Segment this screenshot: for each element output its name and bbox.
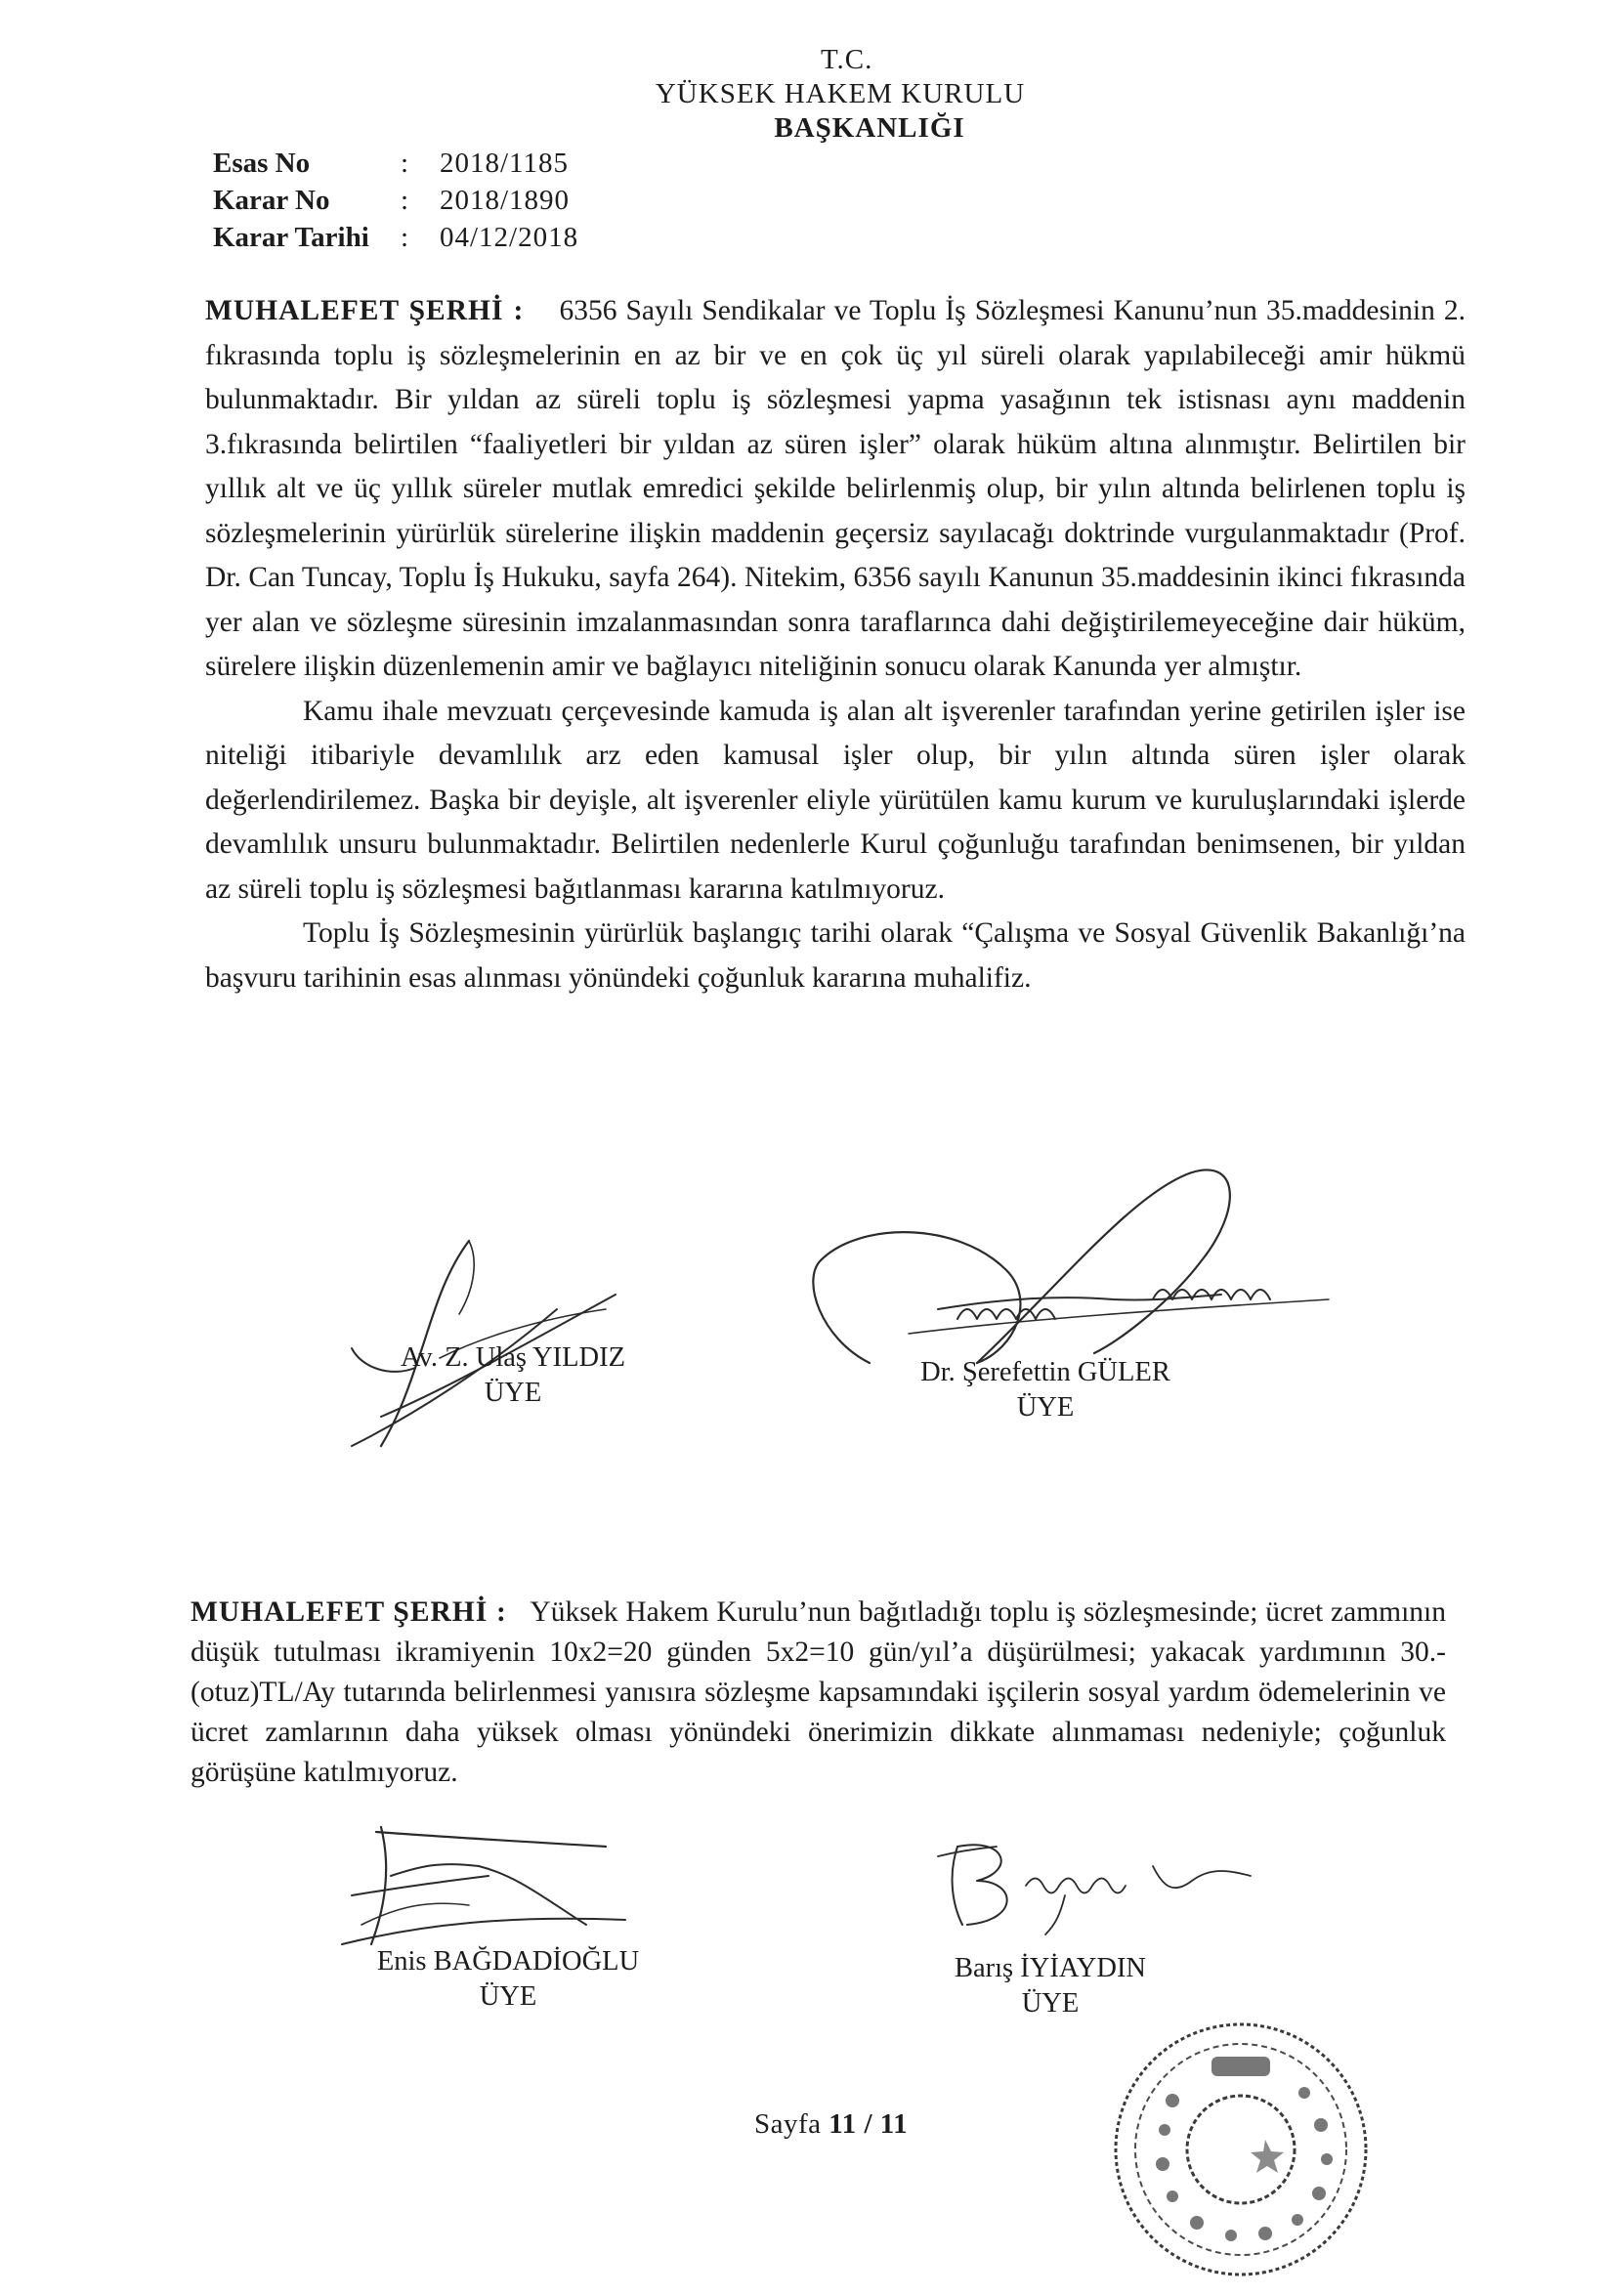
meta-row-tarih: Karar Tarihi : 04/12/2018 <box>213 219 578 256</box>
dissent-1-text-1: 6356 Sayılı Sendikalar ve Toplu İş Sözleşmesi Kanunu’nun 35.maddesinin 2. fıkrasında toplu iş sözleşmelerinin en az bir ve en çok üç yıl süreli olarak yapılabileceği amir hükmü bulunmaktadır. Bir yıldan az süreli toplu iş sözleşmesi yapma yasağının tek istisnası aynı maddenin 3.fıkrasında belirtilen “faaliyetleri bir yıldan az süren işler” olarak hüküm altına alınmıştır. Belirtilen bir yıllık alt ve üç yıllık süreler mutlak emredici şekilde belirlenmiş olup, bir yılın altında belirlenen toplu iş sözleşmelerinin yürürlük sürelerine ilişkin maddenin geçersiz sayılacağı doktrinde vurgulanmaktadır (Prof. Dr. Can Tuncay, Toplu İş Hukuku, sayfa 264). Nitekim, 6356 sayılı Kanunun 35.maddesinin ikinci fıkrasında yer alan ve sözleşme süresinin imzalanmasından sonra taraflarınca dahi değiştirilemeyeceğine dair hüküm, sürelere ilişkin düzenlemenin amir ve bağlayıcı niteliğinin sonucu olarak Kanunda yer almıştır. <box>205 295 1466 682</box>
signatory-role: ÜYE <box>1021 1988 1080 2019</box>
header-department: BAŞKANLIĞI <box>774 112 965 144</box>
meta-row-karar: Karar No : 2018/1890 <box>213 182 578 219</box>
dissent-1-paragraph-3: Toplu İş Sözleşmesinin yürürlük başlangıç tarihi olarak “Çalışma ve Sosyal Güvenlik Bakanlığı’na başvuru tarihinin esas alınması yönündeki çoğunluk kararına muhalifiz. <box>205 917 1466 994</box>
meta-label: Esas No <box>213 148 311 179</box>
header-institution: YÜKSEK HAKEM KURULU <box>655 78 1026 109</box>
signatory-block-3 <box>342 1944 674 2015</box>
signatory-name: Dr. Şerefettin GÜLER <box>920 1357 1170 1387</box>
meta-row-esas: Esas No : 2018/1185 <box>213 145 578 182</box>
signatory-role: ÜYE <box>484 1378 542 1408</box>
official-stamp <box>1104 2013 1387 2296</box>
meta-value: 04/12/2018 <box>440 222 579 253</box>
signatory-name: Enis BAĞDADİOĞLU <box>376 1946 640 1977</box>
signatory-role: ÜYE <box>479 1981 537 2012</box>
signatory-name: Av. Z. Ulaş YILDIZ <box>400 1342 626 1373</box>
page-total: 11 <box>879 2108 909 2140</box>
signatory-block-2 <box>879 1355 1211 1425</box>
page-current: 11 <box>829 2108 857 2140</box>
dissent-section-1 <box>205 289 1466 1000</box>
dissent-2-text-1: Yüksek Hakem Kurulu’nun bağıtladığı toplu iş sözleşmesinde; ücret zammının düşük tutulması ikramiyenin 10x2=20 günden 5x2=10 gün/yıl’a düşürülmesi; yakacak yardımının 30.-(otuz)TL/Ay tutarında belirlenmesi yanısıra sözleşme kapsamındaki işçilerin sosyal yardım ödemelerinin ve ücret zamlarının daha yüksek olması yönündeki önerimizin dikkate alınmaması nedeniyle; çoğunluk görüşüne katılmıyoruz. <box>191 1596 1446 1788</box>
case-meta <box>213 145 578 256</box>
signatory-block-1 <box>322 1340 703 1411</box>
signature-iyiaydin <box>918 1827 1290 1944</box>
page-number <box>754 2108 908 2141</box>
dissent-1-heading: MUHALEFET ŞERHİ : <box>205 295 525 326</box>
dissent-section-2 <box>191 1593 1446 1793</box>
page-separator: / <box>864 2108 872 2140</box>
signatory-role: ÜYE <box>1016 1392 1075 1423</box>
signatory-name: Barış İYİAYDIN <box>954 1953 1147 1983</box>
meta-value: 2018/1185 <box>440 148 569 179</box>
meta-label: Karar No <box>213 185 330 216</box>
page-word: Sayfa <box>754 2108 822 2140</box>
dissent-2-heading: MUHALEFET ŞERHİ : <box>191 1596 507 1628</box>
dissent-1-paragraph-2: Kamu ihale mevzuatı çerçevesinde kamuda iş alan alt işverenler tarafından yerine getirilen işler ise niteliği itibariyle devamlılık arz eden kamusal işler olup, bir yılın altında süren işler olarak değerlendirilemez. Başka bir deyişle, alt işverenler eliyle yürütülen kamu kurum ve kuruluşlarındaki işlerde devamlılık unsuru bulunmaktadır. Belirtilen nedenlerle Kurul çoğunluğu tarafından benimsenen, bir yıldan az süreli toplu iş sözleşmesi bağıtlanması kararına katılmıyoruz. <box>205 695 1466 905</box>
signature-bagdadioglu <box>332 1807 664 1964</box>
dissent-2-paragraph-1 <box>191 1593 1446 1793</box>
meta-label: Karar Tarihi <box>213 222 369 253</box>
meta-value: 2018/1890 <box>440 185 571 216</box>
header-tc: T.C. <box>821 44 873 75</box>
dissent-1-paragraph-1 <box>205 289 1466 690</box>
signatory-block-4 <box>884 1951 1216 2021</box>
